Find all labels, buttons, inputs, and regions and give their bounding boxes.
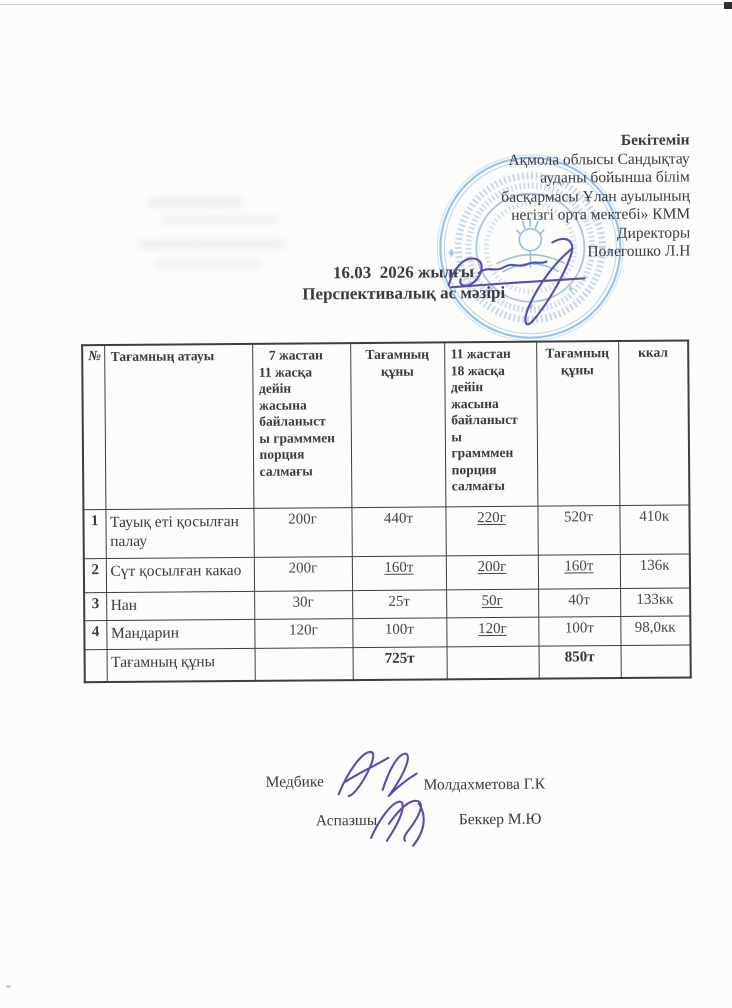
value-cell: 120г [446, 617, 538, 647]
value-cell: 120г [254, 618, 352, 648]
row-number-cell: 2 [84, 558, 106, 592]
value-cell: 200г [446, 555, 538, 590]
authority-line: Ақмола облысы Сандықтау [508, 149, 690, 169]
dish-name-cell: Нан [106, 591, 254, 620]
table-row [84, 553, 690, 592]
header-cell: Тағамның құны [536, 341, 619, 506]
value-cell: 100т [352, 617, 446, 647]
value-cell [255, 647, 353, 681]
header-cell: 11 жастан 18 жасқа дейін жасына байланыст ы грамммен порция салмағы [444, 342, 537, 507]
table-row [84, 615, 690, 649]
bleed-through-mark [148, 197, 243, 208]
value-cell: 200г [253, 507, 351, 557]
row-number-cell: 4 [84, 620, 106, 649]
cook-role-label: Аспазшы [315, 811, 378, 830]
value-cell [447, 646, 539, 680]
dish-name-cell: Тағамның құны [107, 648, 255, 682]
nurse-role-label: Медбике [265, 773, 325, 791]
director-signature-icon [434, 228, 625, 349]
value-cell: 520т [537, 505, 619, 555]
table-row [83, 504, 689, 558]
value-cell: 40т [538, 588, 620, 617]
value-cell: 100т [538, 616, 620, 646]
value-cell: 850т [539, 645, 621, 679]
value-cell [621, 644, 691, 678]
director-title: Директоры [616, 223, 691, 242]
row-number-cell [85, 649, 107, 682]
dish-name-cell: Сүт қосылған какао [106, 557, 254, 592]
value-cell: 25т [352, 589, 446, 618]
value-cell: 50г [446, 589, 538, 618]
value-cell: 440т [351, 506, 445, 556]
header-cell: ккал [618, 340, 689, 505]
approved-label: Бекітемін [620, 131, 690, 149]
value-cell: 30г [254, 590, 352, 619]
value-cell: 160т [538, 554, 620, 589]
value-cell: 410к [619, 504, 689, 554]
authority-line: басқармасы Ұлан ауылының [501, 186, 691, 206]
row-number-cell: 1 [83, 509, 105, 558]
dish-name-cell: Тауық еті қосылған палау [105, 508, 253, 558]
value-cell: 136к [620, 553, 690, 588]
title-menu-line: Перспективалық ас мәзірі [302, 282, 506, 304]
value-cell: 220г [445, 506, 537, 556]
table-header-row [82, 340, 689, 509]
value-cell: 160т [352, 555, 446, 590]
value-cell: 98,0кк [620, 615, 690, 645]
title-date-line: 16.03 2026 жылғы [332, 262, 475, 283]
bleed-through-mark [160, 215, 278, 225]
nurse-name: Молдахметова Г.К [423, 775, 546, 794]
value-cell: 200г [254, 556, 352, 591]
cook-name: Беккер М.Ю [458, 810, 542, 829]
authority-line: ауданы бойынша білім [540, 168, 690, 187]
header-cell: № [82, 345, 105, 509]
table-total-row [85, 644, 691, 682]
header-cell: Тағамның құны [350, 342, 445, 507]
cook-signature-icon [361, 787, 445, 850]
director-name: Полегошко Л.Н [587, 242, 691, 261]
header-cell: Тағамның атауы [104, 344, 253, 509]
header-cell: 7 жастан 11 жасқа дейін жасына байланыст ы грамммен порция салмағы [252, 343, 351, 508]
row-number-cell: 3 [84, 592, 106, 620]
menu-table [81, 339, 692, 683]
dish-name-cell: Мандарин [106, 619, 254, 649]
bleed-through-mark [138, 239, 286, 250]
value-cell: 133кк [620, 587, 690, 616]
value-cell: 725т [353, 646, 447, 680]
authority-line: негізгі орта мектебі» КММ [511, 205, 691, 224]
